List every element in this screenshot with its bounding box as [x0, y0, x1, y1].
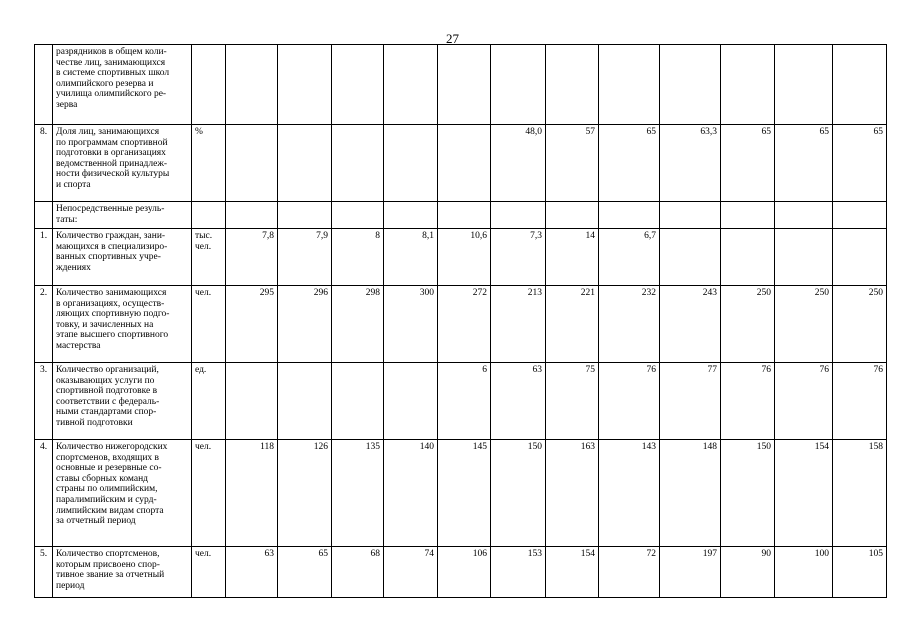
value-cell: 126 — [278, 440, 332, 547]
indicator-name-line: спортсменов, входящих в — [56, 452, 160, 463]
value-cell — [660, 45, 721, 125]
row-number-cell: 1. — [35, 229, 53, 286]
value-cell: 272 — [438, 286, 491, 363]
unit-cell — [192, 45, 226, 125]
value-cell: 48,0 — [491, 125, 546, 202]
unit-line: чел. — [195, 442, 212, 452]
table-row — [35, 45, 887, 125]
value-cell: 65 — [278, 547, 332, 598]
indicator-name-cell — [53, 286, 192, 363]
value-cell — [660, 229, 721, 286]
indicator-name-line: тивное звание за отчетный — [56, 570, 165, 581]
value-cell: 76 — [599, 363, 660, 440]
value-cell: 7,9 — [278, 229, 332, 286]
indicator-name-line: ляющих спортивную подго- — [56, 309, 170, 320]
indicator-name-line: спортивной подготовке в — [56, 386, 158, 397]
value-cell: 10,6 — [438, 229, 491, 286]
value-cell: 296 — [278, 286, 332, 363]
value-cell: 63 — [491, 363, 546, 440]
indicator-name-line: ными стандартами спор- — [56, 407, 157, 418]
indicator-name-line: лимпийским видам спорта — [56, 505, 164, 516]
indicator-name-line: Количество спортсменов, — [56, 549, 160, 559]
value-cell — [384, 125, 438, 202]
value-cell: 295 — [226, 286, 278, 363]
table-row — [35, 440, 887, 547]
value-cell: 150 — [721, 440, 775, 547]
unit-cell — [192, 125, 226, 202]
value-cell: 14 — [546, 229, 599, 286]
value-cell: 63 — [226, 547, 278, 598]
value-cell — [599, 202, 660, 229]
value-cell: 74 — [384, 547, 438, 598]
unit-cell — [192, 202, 226, 229]
value-cell: 8,1 — [384, 229, 438, 286]
value-cell: 75 — [546, 363, 599, 440]
value-cell: 65 — [833, 125, 887, 202]
indicator-name-cell — [53, 547, 192, 598]
indicator-name-line: по программам спортивной — [56, 137, 168, 148]
value-cell — [226, 45, 278, 125]
value-cell — [278, 125, 332, 202]
value-cell — [491, 45, 546, 125]
value-cell: 76 — [775, 363, 833, 440]
page-number: 27 — [446, 31, 459, 46]
value-cell — [384, 45, 438, 125]
value-cell — [278, 202, 332, 229]
value-cell: 68 — [332, 547, 384, 598]
value-cell: 148 — [660, 440, 721, 547]
value-cell — [833, 202, 887, 229]
indicator-name-line: училища олимпийского ре- — [56, 89, 167, 100]
value-cell — [332, 363, 384, 440]
value-cell: 76 — [833, 363, 887, 440]
value-cell: 243 — [660, 286, 721, 363]
indicator-name-line: Количество организаций, — [56, 365, 159, 375]
row-number-cell — [35, 45, 53, 125]
indicator-name-line: честве лиц, занимающихся — [56, 57, 166, 68]
value-cell — [384, 202, 438, 229]
indicator-name-line: период — [56, 580, 85, 591]
indicator-name-line: подготовки в организациях — [56, 148, 166, 159]
value-cell: 7,8 — [226, 229, 278, 286]
value-cell — [721, 202, 775, 229]
row-number-cell: 2. — [35, 286, 53, 363]
indicator-name-line: ведомственной принадлеж- — [56, 158, 168, 169]
indicators-table — [34, 44, 887, 598]
value-cell: 118 — [226, 440, 278, 547]
indicator-name-line: разрядников в общем коли- — [56, 47, 167, 57]
indicator-name-line: ности физической культуры — [56, 169, 170, 180]
indicator-name-line: Количество нижегородских — [56, 442, 168, 452]
unit-line: чел. — [195, 549, 212, 559]
unit-cell — [192, 229, 226, 286]
value-cell — [775, 45, 833, 125]
value-cell: 105 — [833, 547, 887, 598]
value-cell — [721, 229, 775, 286]
value-cell: 145 — [438, 440, 491, 547]
value-cell: 150 — [491, 440, 546, 547]
value-cell: 7,3 — [491, 229, 546, 286]
value-cell: 100 — [775, 547, 833, 598]
value-cell — [721, 45, 775, 125]
indicator-name-line: паралимпийским и сурд- — [56, 494, 157, 505]
unit-line: чел. — [195, 288, 212, 298]
indicator-name-line: товку, и зачисленных на — [56, 319, 154, 330]
indicator-name-line: таты: — [56, 214, 78, 225]
value-cell — [226, 125, 278, 202]
value-cell — [775, 229, 833, 286]
value-cell — [384, 363, 438, 440]
indicator-name-line: мастерства — [56, 340, 101, 351]
value-cell — [546, 202, 599, 229]
value-cell: 154 — [546, 547, 599, 598]
value-cell: 65 — [721, 125, 775, 202]
value-cell: 232 — [599, 286, 660, 363]
value-cell: 6 — [438, 363, 491, 440]
indicator-name-line: и спорта — [56, 179, 91, 190]
value-cell — [278, 45, 332, 125]
value-cell: 8 — [332, 229, 384, 286]
indicator-name-line: в системе спортивных школ — [56, 68, 170, 79]
indicator-name-cell — [53, 363, 192, 440]
unit-cell — [192, 547, 226, 598]
row-number-cell: 4. — [35, 440, 53, 547]
value-cell — [546, 45, 599, 125]
unit-line: чел. — [195, 241, 212, 252]
value-cell: 163 — [546, 440, 599, 547]
indicator-name-line: Непосредственные резуль- — [56, 204, 165, 214]
value-cell: 250 — [721, 286, 775, 363]
value-cell: 63,3 — [660, 125, 721, 202]
value-cell — [833, 45, 887, 125]
indicator-name-line: страны по олимпийским, — [56, 484, 158, 495]
value-cell: 300 — [384, 286, 438, 363]
value-cell — [833, 229, 887, 286]
indicator-name-cell — [53, 45, 192, 125]
value-cell: 77 — [660, 363, 721, 440]
indicator-name-line: основные и резервные со- — [56, 463, 162, 474]
indicator-name-line: зерва — [56, 99, 78, 110]
indicator-name-line: за отчетный период — [56, 516, 136, 527]
table-row — [35, 202, 887, 229]
value-cell: 65 — [775, 125, 833, 202]
value-cell: 143 — [599, 440, 660, 547]
indicator-name-line: тивной подготовки — [56, 417, 133, 428]
indicator-name-line: Количество занимающихся — [56, 288, 167, 298]
value-cell: 221 — [546, 286, 599, 363]
unit-line: ед. — [195, 365, 207, 375]
value-cell: 76 — [721, 363, 775, 440]
indicator-name-line: Доля лиц, занимающихся — [56, 127, 160, 137]
value-cell: 65 — [599, 125, 660, 202]
value-cell: 140 — [384, 440, 438, 547]
value-cell: 250 — [775, 286, 833, 363]
value-cell — [226, 202, 278, 229]
value-cell — [332, 202, 384, 229]
table-row — [35, 286, 887, 363]
indicator-name-line: оказывающих услуги по — [56, 375, 155, 386]
indicator-name-line: соответствии с федераль- — [56, 396, 160, 407]
value-cell — [438, 202, 491, 229]
unit-line: % — [195, 127, 203, 137]
value-cell: 158 — [833, 440, 887, 547]
table-row — [35, 125, 887, 202]
indicator-name-line: ждениях — [56, 262, 91, 273]
row-number-cell — [35, 202, 53, 229]
indicator-name-line: Количество граждан, зани- — [56, 231, 166, 241]
indicator-name-line: ванных спортивных учре- — [56, 252, 161, 263]
value-cell: 213 — [491, 286, 546, 363]
unit-line: тыс. — [195, 231, 213, 241]
value-cell — [660, 202, 721, 229]
indicator-name-line: в организациях, осуществ- — [56, 298, 165, 309]
value-cell — [438, 45, 491, 125]
value-cell — [775, 202, 833, 229]
row-number-cell: 8. — [35, 125, 53, 202]
indicator-name-cell — [53, 202, 192, 229]
indicator-name-cell — [53, 125, 192, 202]
value-cell — [491, 202, 546, 229]
value-cell — [226, 363, 278, 440]
value-cell: 6,7 — [599, 229, 660, 286]
unit-cell — [192, 286, 226, 363]
indicator-name-line: олимпийского резерва и — [56, 78, 154, 89]
unit-cell — [192, 363, 226, 440]
value-cell: 57 — [546, 125, 599, 202]
value-cell: 72 — [599, 547, 660, 598]
indicator-name-cell — [53, 229, 192, 286]
value-cell: 197 — [660, 547, 721, 598]
value-cell — [332, 45, 384, 125]
indicator-name-cell — [53, 440, 192, 547]
value-cell — [438, 125, 491, 202]
table-row — [35, 229, 887, 286]
indicator-name-line: этапе высшего спортивного — [56, 330, 169, 341]
table-row — [35, 547, 887, 598]
unit-cell — [192, 440, 226, 547]
row-number-cell: 3. — [35, 363, 53, 440]
value-cell: 153 — [491, 547, 546, 598]
value-cell: 90 — [721, 547, 775, 598]
value-cell: 106 — [438, 547, 491, 598]
row-number-cell: 5. — [35, 547, 53, 598]
value-cell — [278, 363, 332, 440]
indicator-name-line: ставы сборных команд — [56, 473, 148, 484]
value-cell: 250 — [833, 286, 887, 363]
indicator-name-line: которым присвоено спор- — [56, 559, 160, 570]
indicator-name-line: мающихся в специализиро- — [56, 241, 168, 252]
table-row — [35, 363, 887, 440]
value-cell: 298 — [332, 286, 384, 363]
value-cell: 135 — [332, 440, 384, 547]
value-cell: 154 — [775, 440, 833, 547]
value-cell — [599, 45, 660, 125]
value-cell — [332, 125, 384, 202]
